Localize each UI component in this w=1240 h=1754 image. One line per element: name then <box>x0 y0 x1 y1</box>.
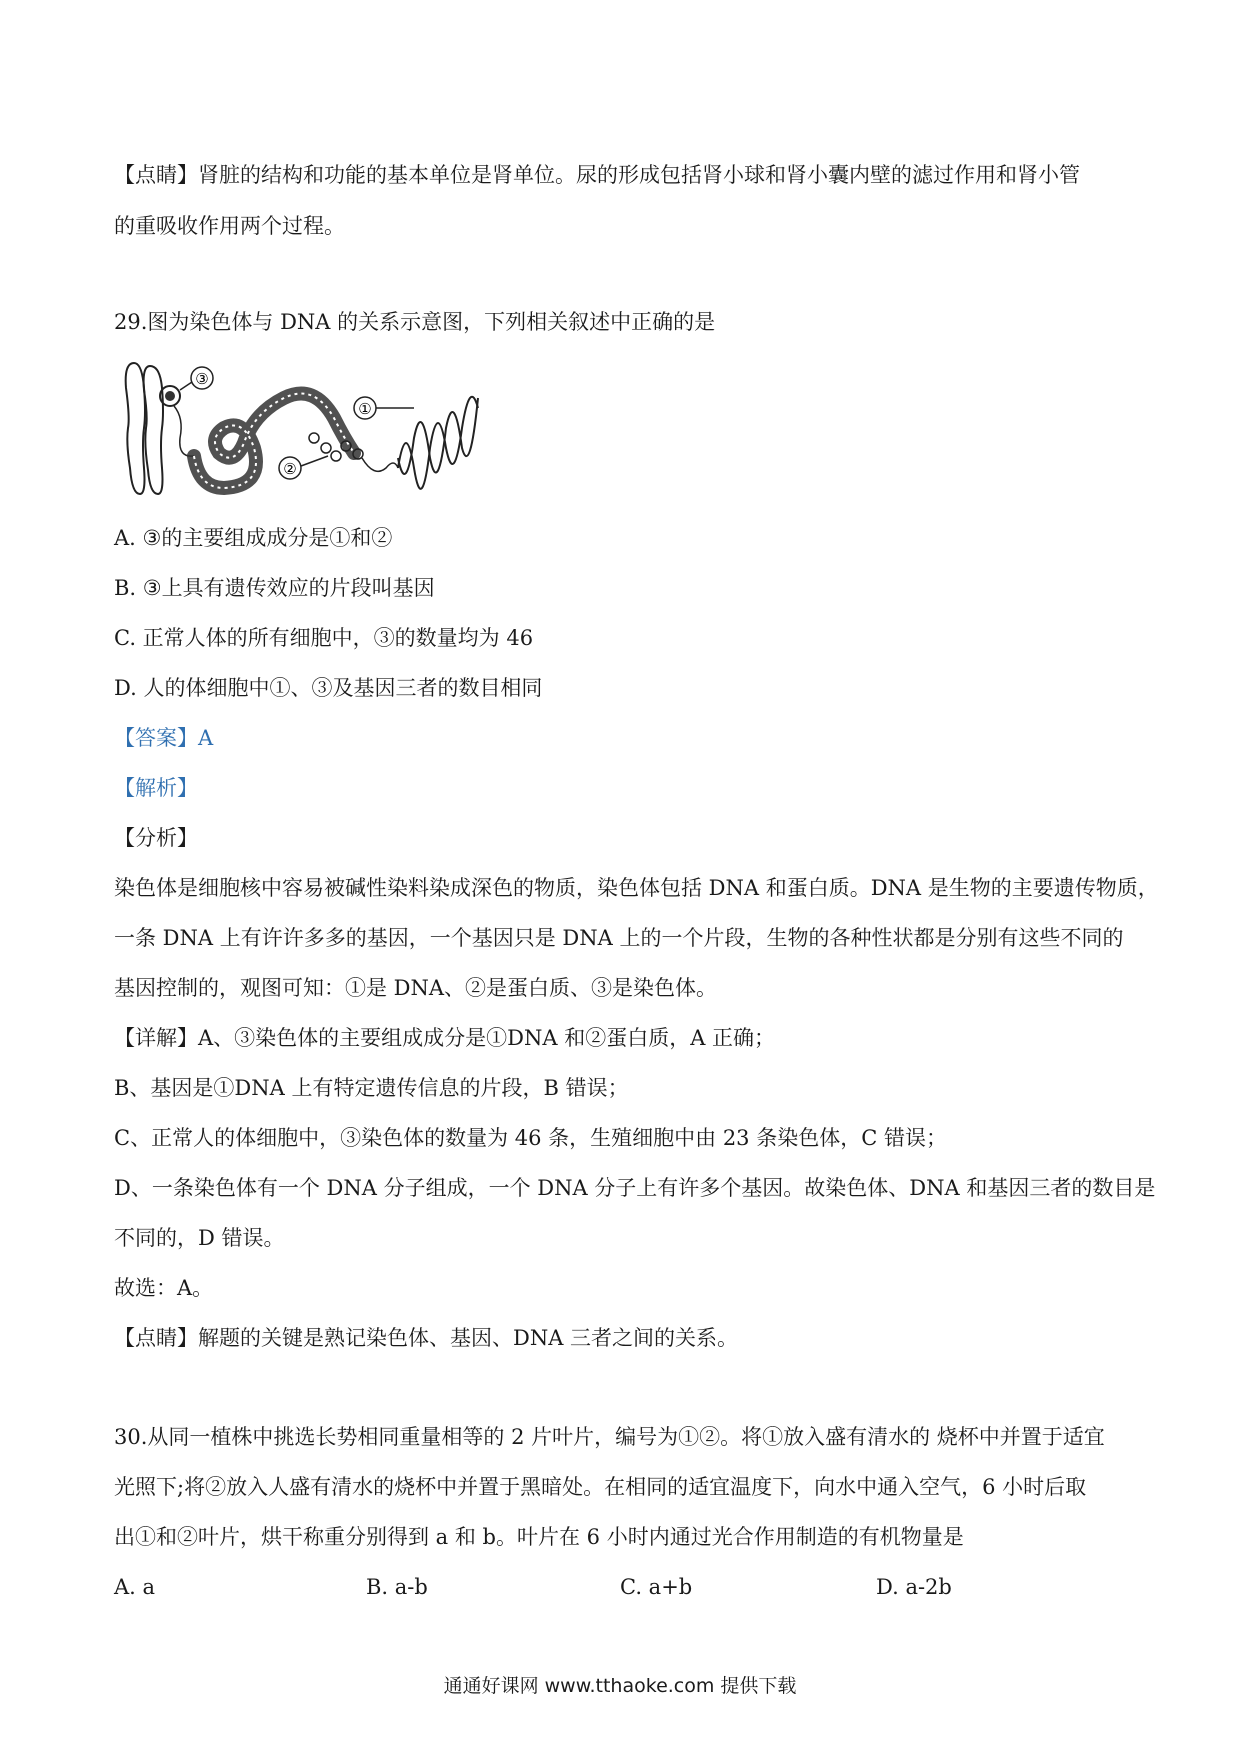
q30-option-d: D. a-2b <box>876 1575 952 1599</box>
question-29-stem: 29.图为染色体与 DNA 的关系示意图，下列相关叙述中正确的是 <box>114 310 716 334</box>
option-c: C. 正常人体的所有细胞中，③的数量均为 46 <box>114 626 534 650</box>
text-line: 染色体是细胞核中容易被碱性染料染成深色的物质，染色体包括 DNA 和蛋白质。DNA 是生物的主要遗传物质， <box>114 876 1159 900</box>
answer-label: 【答案】A <box>114 726 214 750</box>
option-d: D. 人的体细胞中①、③及基因三者的数目相同 <box>114 676 543 700</box>
figure-label-2: ② <box>283 460 297 478</box>
text-line: 基因控制的，观图可知：①是 DNA、②是蛋白质、③是染色体。 <box>114 976 718 1000</box>
text-line: 【点睛】肾脏的结构和功能的基本单位是肾单位。尿的形成包括肾小球和肾小囊内壁的滤过作用和肾小管 <box>114 163 1080 187</box>
figure-label-3: ③ <box>195 370 209 388</box>
option-a: A. ③的主要组成成分是①和② <box>114 526 393 550</box>
text-line: 【详解】A、③染色体的主要组成成分是①DNA 和②蛋白质，A 正确； <box>114 1026 776 1050</box>
text-line: 的重吸收作用两个过程。 <box>114 214 345 238</box>
section-heading: 【分析】 <box>114 826 198 850</box>
text-line: C、正常人的体细胞中，③染色体的数量为 46 条，生殖细胞中由 23 条染色体，C 错误； <box>114 1126 947 1150</box>
text-line: 光照下;将②放入人盛有清水的烧杯中并置于黑暗处。在相同的适宜温度下，向水中通入空气，6 小时后取 <box>114 1475 1087 1499</box>
q30-option-b: B. a-b <box>366 1575 428 1599</box>
text-line: 出①和②叶片，烘干称重分别得到 a 和 b。叶片在 6 小时内通过光合作用制造的有机物量是 <box>114 1525 964 1549</box>
question-30-options <box>114 1575 1014 1603</box>
text-line: 一条 DNA 上有许许多多的基因，一个基因只是 DNA 上的一个片段，生物的各种性状都是分别有这些不同的 <box>114 926 1124 950</box>
figure-label-1: ① <box>358 400 372 418</box>
option-b: B. ③上具有遗传效应的片段叫基因 <box>114 576 435 600</box>
q30-option-c: C. a+b <box>620 1575 693 1599</box>
text-line: 故选：A。 <box>114 1276 214 1300</box>
page-footer: 通通好课网 www.tthaoke.com 提供下载 <box>443 1675 797 1697</box>
text-line: D、一条染色体有一个 DNA 分子组成，一个 DNA 分子上有许多个基因。故染色体、DNA 和基因三者的数目是 <box>114 1176 1156 1200</box>
q30-option-a: A. a <box>114 1575 156 1599</box>
text-line: 【点睛】解题的关键是熟记染色体、基因、DNA 三者之间的关系。 <box>114 1326 739 1350</box>
text-line: B、基因是①DNA 上有特定遗传信息的片段，B 错误； <box>114 1076 629 1100</box>
question-30-stem: 30.从同一植株中挑选长势相同重量相等的 2 片叶片，编号为①②。将①放入盛有清水的 烧杯中并置于适宜 <box>114 1425 1105 1449</box>
text-line: 不同的，D 错误。 <box>114 1226 285 1250</box>
analysis-label: 【解析】 <box>114 776 198 800</box>
chromosome-dna-figure <box>114 358 494 498</box>
